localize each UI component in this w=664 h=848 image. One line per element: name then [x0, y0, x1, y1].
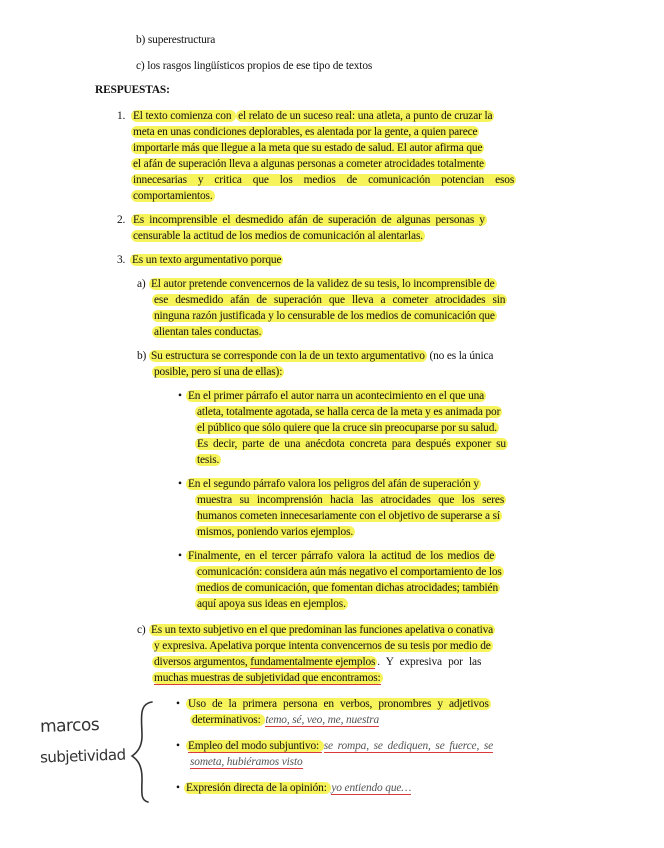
answer-3c-underlined: muchas muestras de subjetividad que encontramos: — [154, 672, 381, 684]
answer-3-intro: Es un texto argumentativo porque — [132, 254, 282, 266]
answer-1-text: meta en unas condiciones deplorables, es alentada por la gente, a quien parece — [133, 126, 478, 138]
answer-2-text: Es incomprensible el desmedido afán de superación de algunas personas y — [133, 214, 485, 226]
bullet-dot: • — [176, 740, 180, 752]
answer-3c-underlined: fundamentalmente ejemplos — [250, 656, 376, 668]
bullet-text: Es decir, parte de una anécdota concreta para después exponer su — [197, 438, 506, 450]
answer-3b-text: (no es la única — [426, 350, 494, 362]
bullet-text: el público que sólo quiere que la cruce sin preocuparse por su salud. — [197, 422, 497, 434]
bullet-text: En el primer párrafo el autor narra un acontecimiento en el que una — [188, 390, 485, 402]
answer-2-number: 2. — [117, 214, 126, 226]
bullet-text: atleta, totalmente agotada, se halla cerca de la meta y es animada por — [197, 406, 501, 418]
answer-3b-text: Su estructura se corresponde con la de un texto argumentativo — [151, 350, 425, 362]
answer-3a-text: ese desmedido afán de superación que lleva a cometer atrocidades sin — [154, 294, 506, 306]
answer-2-text: censurable la actitud de los medios de comunicación al alentarlas. — [133, 230, 423, 242]
section-title: RESPUESTAS: — [95, 84, 170, 96]
answer-3c-mark: c) — [137, 624, 146, 636]
bullet-text: Uso de la primera persona en verbos, pronombres y adjetivos — [188, 698, 489, 710]
bullet-text: Finalmente, en el tercer párrafo valora la actitud de los medios de — [188, 550, 495, 562]
bullet-examples: yo entiendo que… — [331, 782, 412, 794]
bullet-dot: • — [176, 698, 180, 710]
bullet-dot: • — [176, 782, 180, 794]
answer-3a-text: El autor pretende convencernos de la validez de su tesis, lo incomprensible de — [151, 278, 495, 290]
answer-3b-text: posible, pero sí una de ellas): — [154, 366, 283, 378]
bullet-dot: • — [178, 390, 182, 402]
bullet-examples: se rompa, se dediquen, se fuerce, se — [323, 740, 494, 752]
item-b-superestructura: b) superestructura — [136, 34, 216, 46]
answer-3a-text: alientan tales conductas. — [154, 326, 262, 338]
bullet-text: humanos cometen innecesariamente con el objetivo de superarse a sí — [197, 510, 500, 522]
answer-3a-mark: a) — [137, 278, 146, 290]
answer-1-text-a: El texto comienza con — [133, 110, 235, 122]
bullet-examples: temo, sé, veo, me, nuestra — [265, 714, 380, 726]
bullet-text: Expresión directa de la opinión: — [186, 782, 330, 794]
bullet-text: mismos, poniendo varios ejemplos. — [197, 526, 354, 538]
answer-3a-text: ninguna razón justificada y lo censurable de los medios de comunicación que — [154, 310, 495, 322]
answer-3-number: 3. — [117, 254, 126, 266]
answer-1-text-b: el relato de un suceso real: una atleta, a punto de cruzar la — [238, 110, 493, 122]
handwritten-note-word1: marcos — [39, 714, 100, 738]
bullet-text: muestra su incomprensión hacia las atrocidades que los seres — [197, 494, 505, 506]
item-c-rasgos: c) los rasgos lingüísticos propios de ese tipo de textos — [136, 60, 373, 72]
answer-3b-mark: b) — [137, 350, 147, 362]
answer-1-text: comportamientos. — [133, 190, 213, 202]
bullet-dot: • — [178, 550, 182, 562]
answer-3c-text: y expresiva. Apelativa porque intenta convencernos de su tesis por medio de — [154, 640, 491, 652]
answer-3c-text: Es un texto subjetivo en el que predominan las funciones apelativa o conativa — [151, 624, 494, 636]
answer-3c-text: diversos argumentos, — [154, 656, 251, 668]
bullet-text: aquí apoya sus ideas en ejemplos. — [197, 598, 346, 610]
answer-1-text: el afán de superación lleva a algunas personas a cometer atrocidades totalmente — [133, 158, 484, 170]
answer-1-text: innecesarias y critica que los medios de comunicación potencian esos — [133, 174, 515, 186]
bullet-examples: someta, hubiéramos visto — [190, 756, 303, 768]
answer-1-number: 1. — [117, 110, 126, 122]
handwritten-note-word2: subjetividad — [39, 745, 126, 767]
bullet-text: En el segundo párrafo valora los peligros del afán de superación y — [188, 478, 479, 490]
bullet-text: determinativos: — [192, 714, 264, 726]
answer-3c-text: . Y expresiva por las — [377, 656, 482, 668]
bullet-dot: • — [178, 478, 182, 490]
bullet-text: medios de comunicación, que fomentan dichas atrocidades; también — [197, 582, 499, 594]
answer-1-text: importarle más que llegue a la meta que su estado de salud. El autor afirma que — [133, 142, 483, 154]
bullet-text: Empleo del modo subjuntivo: — [188, 740, 322, 752]
bullet-text: comunicación: considera aún más negativo el comportamiento de los — [197, 566, 502, 578]
bullet-text: tesis. — [197, 454, 220, 466]
